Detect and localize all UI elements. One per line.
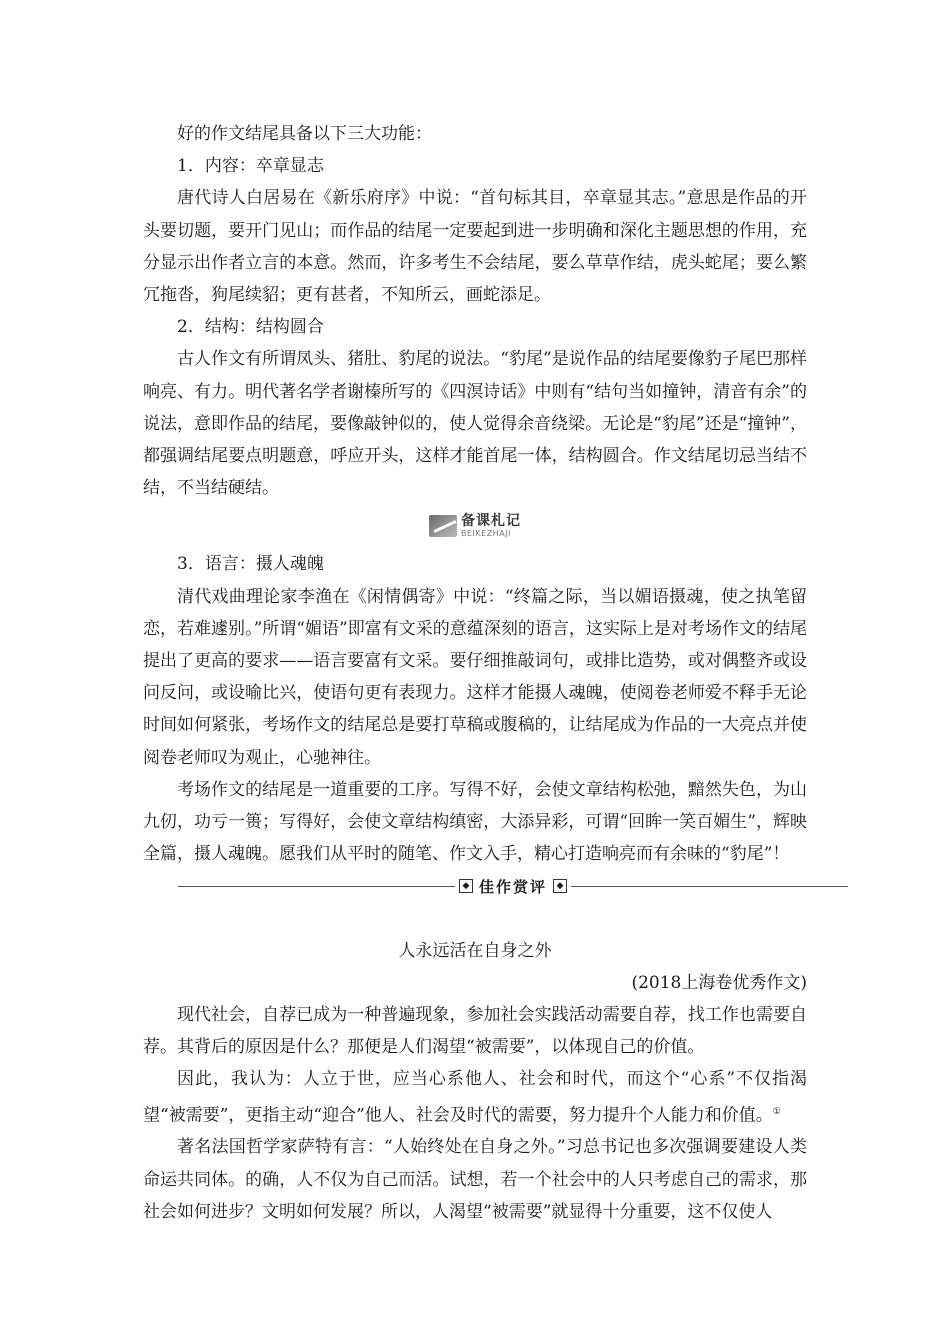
section-paragraph: 唐代诗人白居易在《新乐府序》中说：“首句标其目，卒章显其志。”意思是作品的开头要切题，要开门见山；而作品的结尾一定要起到进一步明确和深化主题思想的作用，充分显示出作者立言的本意。然而，许多考生不会结尾，要么草草作结，虎头蛇尾；要么繁冗拖沓，狗尾续貂；更有甚者，不知所云，画蛇添足。 bbox=[143, 188, 807, 306]
section-heading-structure: 2．结构：结构圆合 bbox=[177, 317, 324, 338]
section-heading-content: 1．内容：卒章显志 bbox=[177, 156, 324, 177]
prep-notes-logo-row bbox=[143, 504, 807, 548]
logo-english-text: BEIKEZHAJI bbox=[461, 529, 511, 539]
essay-title: 人永远活在自身之外 bbox=[398, 941, 552, 961]
section-paragraph: 古人作文有所谓凤头、猪肚、豹尾的说法。“豹尾”是说作品的结尾要像豹子尾巴那样响亮、有力。明代著名学者谢榛所写的《四溟诗话》中则有“结句当如撞钟，清音有余”的说法，意即作品的结尾，要像敲钟似的，使人觉得余音绕梁。无论是“豹尾”还是“撞钟”，都强调结尾要点明题意，呼应开头，这样才能首尾一体，结构圆合。作文结尾切忌当结不结，不当结硬结。 bbox=[143, 349, 807, 499]
essay-source: (2018上海卷优秀作文) bbox=[631, 973, 807, 993]
ornament-right-icon: ◆ bbox=[553, 879, 567, 893]
prep-notes-logo bbox=[429, 514, 521, 538]
sample-essay bbox=[143, 935, 807, 1228]
essay-paragraph: 著名法国哲学家萨特有言：“人始终处在自身之外。”习总书记也多次强调要建设人类命运共同体。的确，人不仅为自己而活。试想，若一个社会中的人只考虑自己的需求，那社会如何进步？文明如何发展？所以，人渴望“被需要”就显得十分重要，这不仅使人 bbox=[143, 1137, 807, 1222]
ornament-left-icon: ◆ bbox=[459, 879, 473, 893]
section-paragraph: 清代戏曲理论家李渔在《闲情偶寄》中说：“终篇之际，当以媚语摄魂，使之执笔留恋，若难遽别。”所谓“媚语”即富有文采的意蕴深刻的语言，这实际上是对考场作文的结尾提出了更高的要求——语言要富有文采。要仔细推敲词句，或排比造势，或对偶整齐或设问反问，或设喻比兴，使语句更有表现力。这样才能摄人魂魄，使阅卷老师爱不释手无论时间如何紧张，考场作文的结尾总是要打草稿或腹稿的，让结尾成为作品的一大亮点并使阅卷老师叹为观止，心驰神往。 bbox=[143, 586, 807, 768]
footnote-mark: ① bbox=[772, 1106, 781, 1117]
notes-pen-icon bbox=[429, 515, 457, 537]
showcase-divider bbox=[178, 876, 848, 896]
divider-line-left bbox=[178, 886, 455, 887]
divider-title: 佳作赏评 bbox=[479, 877, 548, 896]
intro-text: 好的作文结尾具备以下三大功能： bbox=[177, 124, 432, 144]
essay-paragraph: 因此，我认为：人立于世，应当心系他人、社会和时代，而这个“心系”不仅指渴望“被需要”，更指主动“迎合”他人、社会及时代的需要，努力提升个人能力和价值。① bbox=[143, 1069, 807, 1126]
section-heading-language: 3．语言：摄人魂魄 bbox=[177, 554, 324, 575]
article-body bbox=[143, 118, 807, 870]
logo-chinese-text: 备课札记 bbox=[461, 513, 521, 530]
essay-paragraph: 现代社会，自荐已成为一种普遍现象，参加社会实践活动需要自荐，找工作也需要自荐。其背后的原因是什么？那便是人们渴望“被需要”，以体现自己的价值。 bbox=[143, 1005, 807, 1058]
section-paragraph: 考场作文的结尾是一道重要的工序。写得不好，会使文章结构松弛，黯然失色，为山九仞，功亏一篑；写得好，会使文章结构缜密，大添异彩，可谓“回眸一笑百媚生”，辉映全篇，摄人魂魄。愿我们从平时的随笔、作文入手，精心打造响亮而有余味的“豹尾”！ bbox=[143, 779, 807, 865]
divider-line-right bbox=[571, 886, 848, 887]
